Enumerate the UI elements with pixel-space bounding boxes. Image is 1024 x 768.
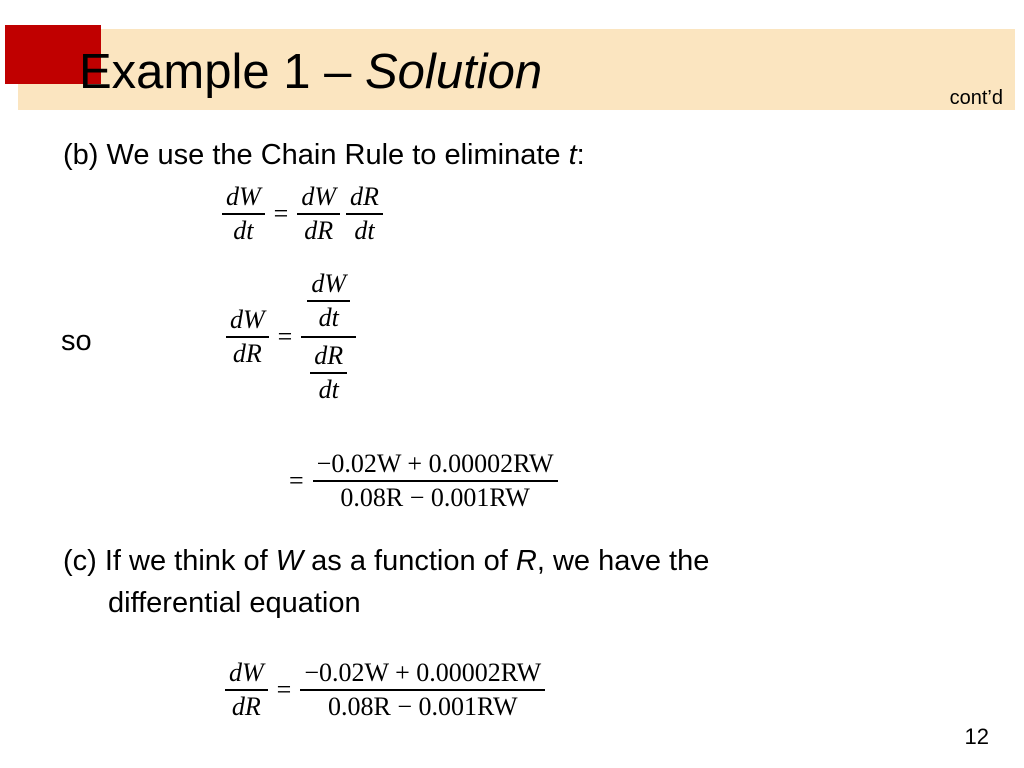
numerator: dW [307, 268, 350, 302]
denominator: dt [354, 216, 375, 245]
numerator: −0.02W + 0.00002RW [313, 448, 558, 482]
differential-equation [225, 657, 545, 723]
so-label: so [61, 325, 92, 357]
fraction [307, 268, 350, 334]
equals-sign: = [289, 466, 304, 495]
numerator: −0.02W + 0.00002RW [300, 657, 545, 691]
part-c-mid: as a function of [303, 545, 516, 577]
denominator: dt [318, 303, 339, 332]
denominator: dR [232, 339, 262, 368]
compound-denominator [304, 338, 353, 408]
equals-sign: = [277, 322, 293, 351]
equals-sign: = [273, 199, 289, 228]
contd-label: cont’d [949, 87, 1003, 109]
dw-dr-compound-equation [226, 266, 356, 408]
denominator: dR [304, 216, 334, 245]
numerator: dW [225, 657, 268, 691]
equals-sign: = [276, 675, 292, 704]
fraction [310, 340, 347, 406]
compound-numerator [301, 266, 356, 338]
part-b-var: t [568, 139, 577, 171]
fraction [222, 181, 265, 247]
part-c-text-line1 [63, 543, 709, 579]
part-c-text-line2: differential equation [108, 587, 361, 619]
title-main: Example 1 – [79, 45, 365, 99]
part-b-prefix: (b) We use the Chain Rule to eliminate [63, 139, 569, 171]
numerator: dW [297, 181, 340, 215]
denominator: dR [231, 692, 261, 721]
denominator: 0.08R − 0.001RW [340, 483, 530, 512]
part-c-var-w: W [275, 545, 304, 577]
denominator: dt [233, 216, 254, 245]
page-number: 12 [964, 724, 989, 749]
numerator: dR [346, 181, 383, 215]
fraction [346, 181, 383, 247]
numerator: dW [226, 304, 269, 338]
fraction [297, 181, 340, 247]
result-expression [280, 448, 558, 514]
part-c-var-r: R [515, 545, 537, 577]
compound-fraction [301, 266, 356, 408]
numerator: dW [222, 181, 265, 215]
fraction [226, 304, 269, 370]
fraction [313, 448, 558, 514]
part-c-suffix: , we have the [536, 545, 710, 577]
part-b-suffix: : [576, 139, 585, 171]
part-b-text [63, 137, 585, 173]
chain-rule-equation [222, 181, 383, 247]
fraction [300, 657, 545, 723]
fraction [225, 657, 268, 723]
slide-title [79, 41, 542, 103]
title-italic: Solution [365, 45, 543, 99]
numerator: dR [310, 340, 347, 374]
part-c-prefix: (c) If we think of [63, 545, 276, 577]
denominator: 0.08R − 0.001RW [328, 692, 518, 721]
denominator: dt [318, 375, 339, 404]
